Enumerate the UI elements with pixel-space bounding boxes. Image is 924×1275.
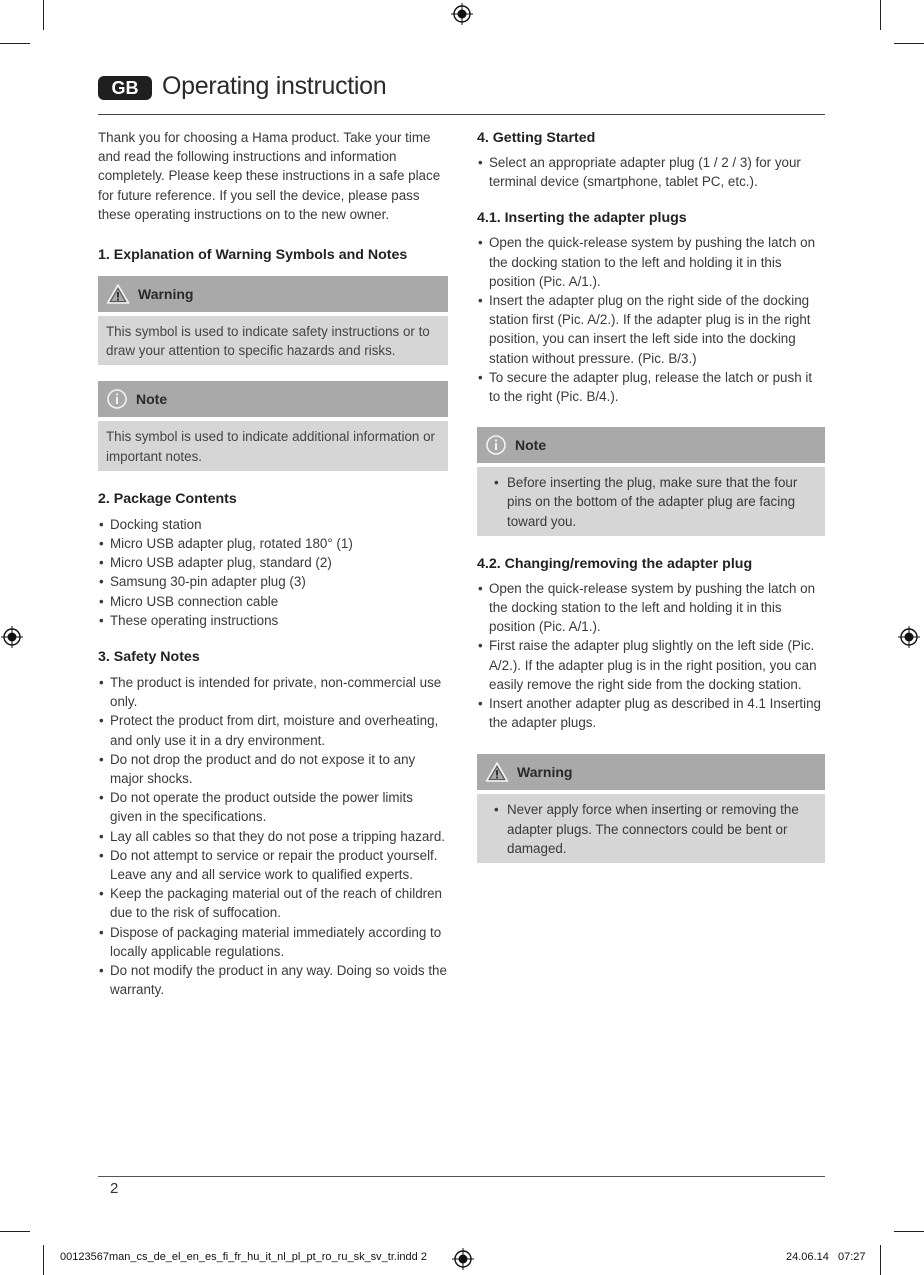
section-title-inserting: 4.1. Inserting the adapter plugs: [477, 210, 687, 227]
list-item: • Before inserting the plug, make sure that the four pins on the bottom of the adapter plug are facing toward you.: [485, 473, 817, 531]
warning-box: [98, 276, 448, 365]
list-item: • Micro USB adapter plug, rotated 180° (1): [98, 534, 448, 553]
getting-started-list: [477, 153, 825, 191]
info-circle-icon: [106, 388, 128, 410]
list-item: • Open the quick-release system by pushing the latch on the docking station to the left and holding it in this position (Pic. A/1.).: [477, 233, 825, 291]
registration-mark-icon: [898, 626, 920, 648]
warning-box-header: [477, 754, 825, 790]
note-label: Note: [136, 391, 168, 408]
note-box-body: [98, 421, 448, 470]
list-item: • Do not modify the product in any way. Doing so voids the warranty.: [98, 961, 448, 999]
warning-label: Warning: [138, 286, 194, 303]
crop-mark: [894, 1231, 924, 1232]
section-title-symbols: 1. Explanation of Warning Symbols and Notes: [98, 247, 408, 264]
safety-notes-list: [98, 673, 448, 999]
left-column: [98, 128, 448, 1000]
section-title-changing: 4.2. Changing/removing the adapter plug: [477, 555, 753, 572]
footer-divider: [98, 1176, 825, 1177]
page-title: Operating instruction: [162, 72, 387, 100]
list-item: • Insert another adapter plug as described in 4.1 Inserting the adapter plugs.: [477, 694, 825, 732]
note-box: [477, 427, 825, 536]
warning-box-body: [98, 316, 448, 365]
note-box-header: [477, 427, 825, 463]
list-item: • Protect the product from dirt, moisture and overheating, and only use it in a dry environment.: [98, 711, 448, 749]
crop-mark: [0, 43, 30, 44]
list-item: • Keep the packaging material out of the reach of children due to the risk of suffocation.: [98, 884, 448, 922]
registration-mark-icon: [452, 1248, 474, 1270]
list-item: • Dispose of packaging material immediately according to locally applicable regulations.: [98, 923, 448, 961]
list-item: • Open the quick-release system by pushing the latch on the docking station to the left and holding it in this position (Pic. A/1.).: [477, 579, 825, 637]
crop-mark: [894, 43, 924, 44]
warning-box-body: [477, 794, 825, 863]
section-title-package: 2. Package Contents: [98, 490, 237, 507]
inserting-list: [477, 233, 825, 406]
list-item: • Do not operate the product outside the power limits given in the specifications.: [98, 788, 448, 826]
warning-text: This symbol is used to indicate safety instructions or to draw your attention to specific hazards and risks.: [106, 324, 430, 359]
list-item: • Lay all cables so that they do not pose a tripping hazard.: [98, 827, 448, 846]
note-text: This symbol is used to indicate additional information or important notes.: [106, 429, 435, 464]
list-item: • Never apply force when inserting or removing the adapter plugs. The connectors could be bent or damaged.: [485, 800, 817, 858]
note-label: Note: [515, 437, 547, 454]
list-item: • These operating instructions: [98, 611, 448, 630]
list-item: • To secure the adapter plug, release the latch or push it to the right (Pic. B/4.).: [477, 368, 825, 406]
note-list: [485, 473, 817, 531]
date-slug: 24.06.14 07:27: [786, 1251, 866, 1263]
warning-triangle-icon: [106, 283, 130, 305]
list-item: • Do not drop the product and do not expose it to any major shocks.: [98, 750, 448, 788]
warning-list: [485, 800, 817, 858]
header-divider: [98, 114, 825, 115]
warning-triangle-icon: [485, 761, 509, 783]
list-item: • Docking station: [98, 515, 448, 534]
note-box: [98, 381, 448, 470]
list-item: • Micro USB adapter plug, standard (2): [98, 553, 448, 572]
intro-paragraph: Thank you for choosing a Hama product. Take your time and read the following instructions and information completely. Please keep these instructions in a safe place for future reference. If you sell the device, please pass these operating instructions on to the new owner.: [98, 130, 441, 222]
list-item: • Micro USB connection cable: [98, 592, 448, 611]
list-item: • Insert the adapter plug on the right side of the docking station first (Pic. A/2.). If the adapter plug is in the right position, you can insert the left side into the docking station without pressure. (Pic. B/3.): [477, 291, 825, 368]
language-badge: GB: [98, 76, 152, 100]
changing-list: [477, 579, 825, 733]
page-number: 2: [110, 1180, 119, 1197]
list-item: • Select an appropriate adapter plug (1 / 2 / 3) for your terminal device (smartphone, tablet PC, etc.).: [477, 153, 825, 191]
crop-mark: [43, 0, 44, 30]
list-item: • First raise the adapter plug slightly on the left side (Pic. A/2.). If the adapter plug is in the right position, you can easily remove the right side from the docking station.: [477, 636, 825, 694]
registration-mark-icon: [451, 3, 473, 25]
section-title-getting-started: 4. Getting Started: [477, 130, 596, 146]
section-title-safety: 3. Safety Notes: [98, 649, 200, 666]
crop-mark: [0, 1231, 30, 1232]
list-item: • The product is intended for private, non-commercial use only.: [98, 673, 448, 711]
package-contents-list: [98, 515, 448, 630]
warning-box: [477, 754, 825, 863]
warning-box-header: [98, 276, 448, 312]
registration-mark-icon: [1, 626, 23, 648]
right-column: [477, 128, 825, 863]
crop-mark: [43, 1245, 44, 1275]
note-box-header: [98, 381, 448, 417]
crop-mark: [880, 1245, 881, 1275]
warning-label: Warning: [517, 764, 573, 781]
file-slug: 00123567man_cs_de_el_en_es_fi_fr_hu_it_nl_pl_pt_ro_ru_sk_sv_tr.indd 2: [60, 1251, 427, 1263]
info-circle-icon: [485, 434, 507, 456]
list-item: • Samsung 30-pin adapter plug (3): [98, 572, 448, 591]
crop-mark: [880, 0, 881, 30]
list-item: • Do not attempt to service or repair the product yourself. Leave any and all service work to qualified experts.: [98, 846, 448, 884]
note-box-body: [477, 467, 825, 536]
